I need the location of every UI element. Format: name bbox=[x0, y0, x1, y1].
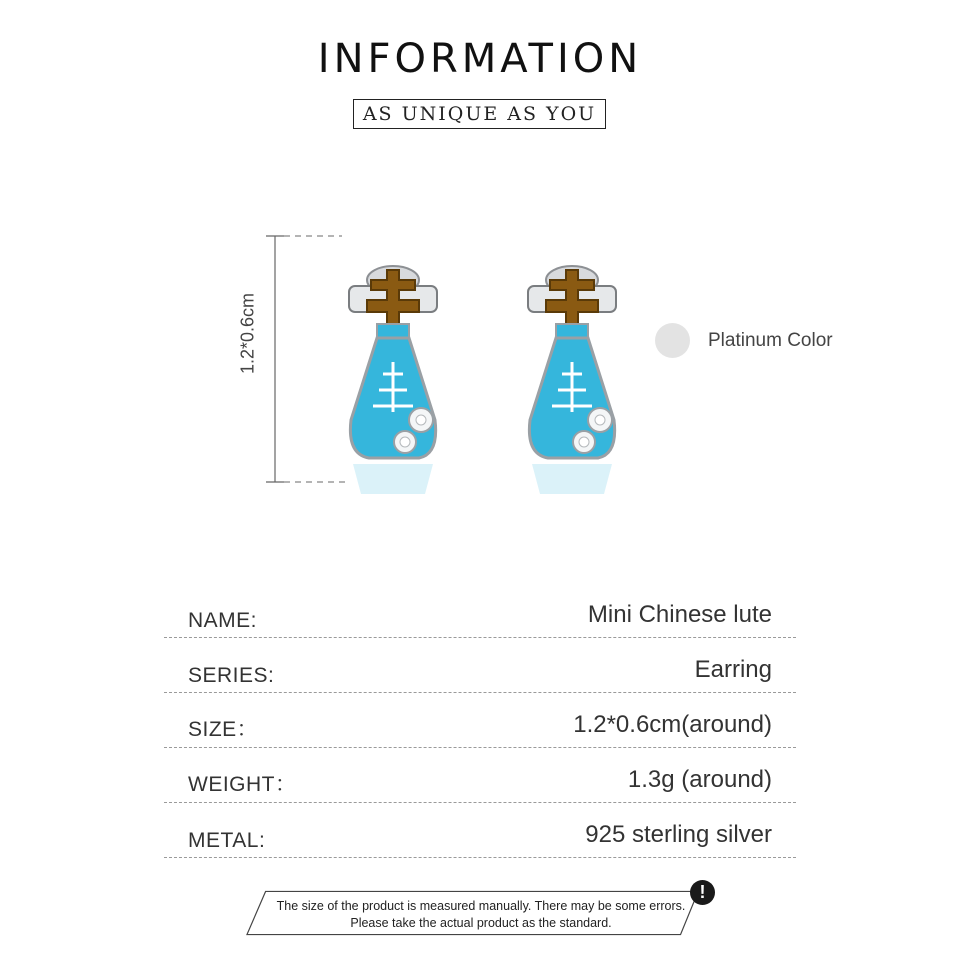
spec-row-series bbox=[164, 638, 796, 693]
spec-label: NAME: bbox=[188, 609, 258, 632]
earring-image-left bbox=[343, 262, 443, 494]
spec-table bbox=[164, 583, 796, 858]
spec-value: 1.3g (around) bbox=[627, 766, 772, 793]
spec-row-metal bbox=[164, 803, 796, 858]
spec-row-size bbox=[164, 693, 796, 748]
disclaimer-line-1: The size of the product is measured manually. There may be some errors. bbox=[276, 899, 686, 913]
page-title: INFORMATION bbox=[317, 36, 643, 82]
spec-value: 1.2*0.6cm(around) bbox=[573, 711, 772, 738]
disclaimer-line-2: Please take the actual product as the standard. bbox=[350, 916, 612, 930]
page-subtitle: AS UNIQUE AS YOU bbox=[353, 99, 606, 129]
color-swatch-label: Platinum Color bbox=[708, 330, 833, 351]
spec-label: SIZE： bbox=[188, 718, 259, 741]
color-swatch-platinum[interactable] bbox=[655, 323, 690, 358]
spec-row-name bbox=[164, 583, 796, 638]
spec-value: Earring bbox=[694, 656, 772, 683]
exclamation-icon: ! bbox=[690, 880, 715, 905]
earring-image-right bbox=[522, 262, 622, 494]
spec-value: Mini Chinese lute bbox=[587, 601, 772, 628]
disclaimer-note bbox=[246, 890, 706, 936]
spec-label: WEIGHT： bbox=[188, 773, 297, 796]
spec-value: 925 sterling silver bbox=[585, 821, 772, 848]
spec-row-weight bbox=[164, 748, 796, 803]
dimension-label: 1.2*0.6cm bbox=[237, 292, 258, 374]
dimension-indicator bbox=[260, 228, 350, 490]
spec-label: SERIES: bbox=[188, 664, 275, 687]
disclaimer-text bbox=[246, 898, 716, 932]
spec-label: METAL: bbox=[188, 829, 266, 852]
